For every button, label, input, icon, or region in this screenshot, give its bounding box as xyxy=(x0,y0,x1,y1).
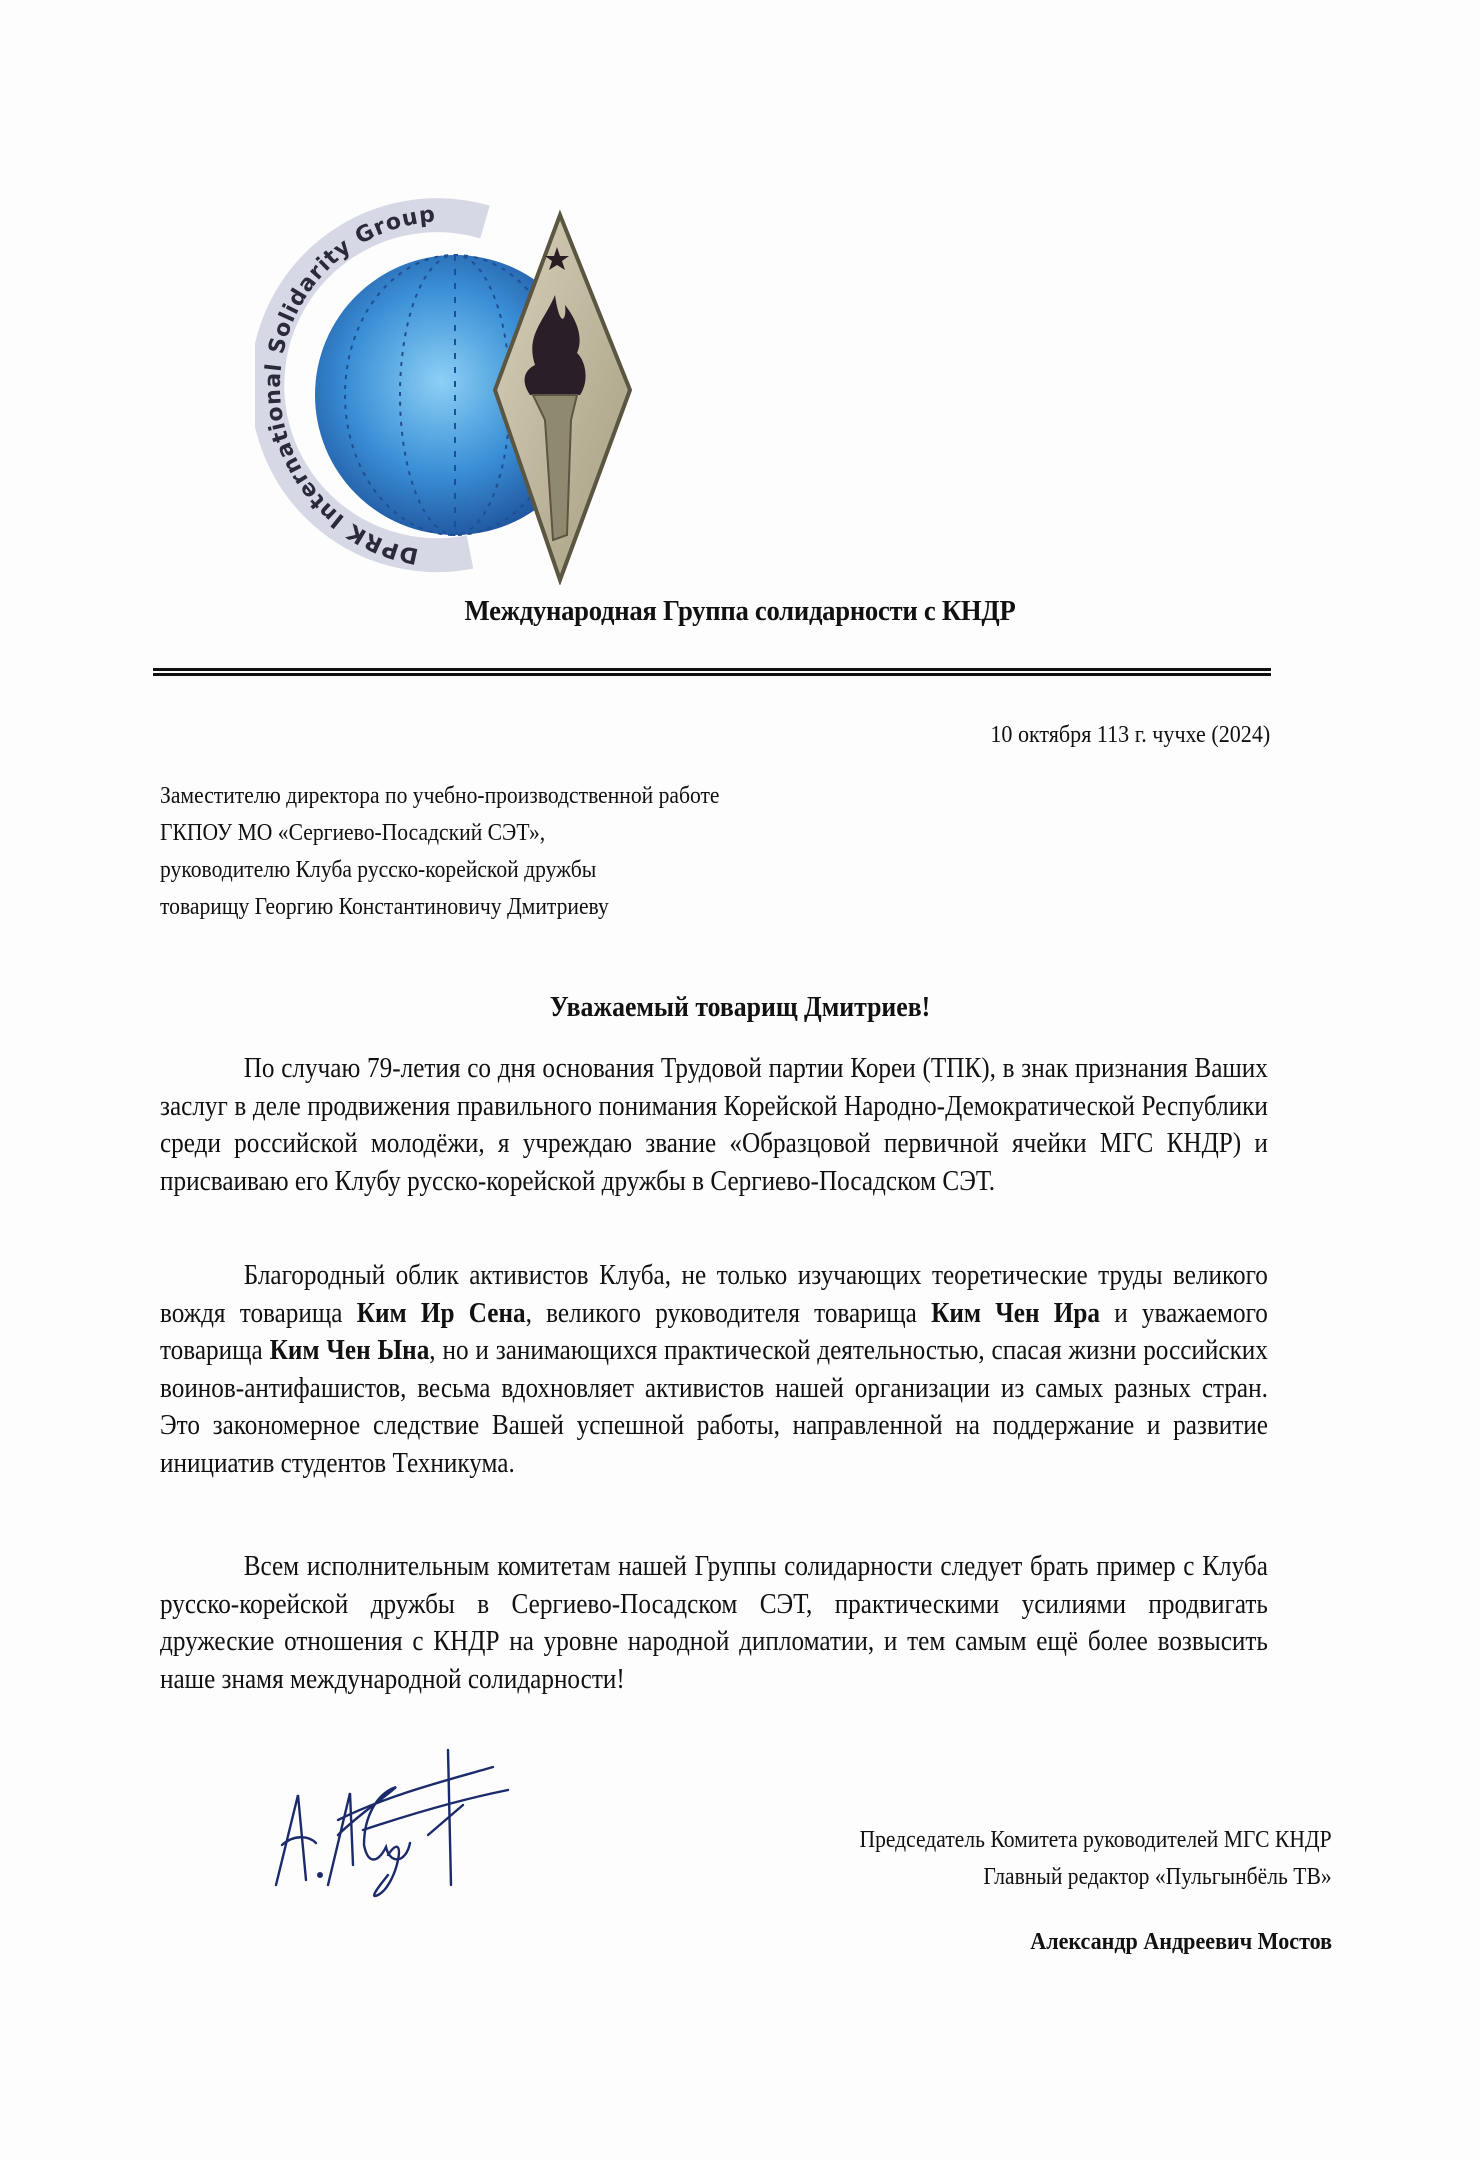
paragraph-text: и уважаемого товарища xyxy=(160,1297,1268,1366)
paragraph-text: , великого руководителя товарища xyxy=(525,1297,932,1329)
signer-title: Главный редактор «Пульгынбёль ТВ» xyxy=(983,1864,1332,1890)
logo-ring-text: DPRK International Solidarity Group xyxy=(260,202,438,569)
addressee-line: руководителю Клуба русско-корейской дружбы xyxy=(160,857,597,883)
leader-name: Ким Чен Ына xyxy=(269,1335,430,1366)
paragraph-2 xyxy=(160,1257,1268,1482)
handwritten-signature xyxy=(268,1735,608,1915)
paragraph-3 xyxy=(160,1548,1268,1698)
leader-name: Ким Ир Сена xyxy=(356,1297,526,1329)
signer-name: Александр Андреевич Мостов xyxy=(1030,1929,1332,1955)
paragraph-text: Всем исполнительным комитетам нашей Группы солидарности следует брать пример с Клуба русско-корейской дружбы в Сергиево-Посадском СЭТ, практическими усилиями продвигать дружеские отношения с КНДР на уровне народной дипломатии, и тем самым ещё более возвысить наше знамя международной солидарности! xyxy=(160,1551,1268,1695)
addressee-block xyxy=(160,778,720,926)
paragraph-text: , но и занимающихся практической деятельностью, спасая жизни российских воинов-антифашистов, весьма вдохновляет активистов нашей организации из самых разных стран. Это закономерное следствие Вашей успешной работы, направленной на поддержание и развитие инициатив студентов Техникума. xyxy=(160,1335,1268,1479)
signer-title: Председатель Комитета руководителей МГС КНДР xyxy=(859,1827,1332,1853)
paragraph-text: По случаю 79-летия со дня основания Трудовой партии Кореи (ТПК), в знак признания Ваших заслуг в деле продвижения правильного понимания Корейской Народно-Демократической Республики среди российской молодёжи, я учреждаю звание «Образцовой первичной ячейки МГС КНДР) и присваиваю его Клубу русско-корейской дружбы в Сергиево-Посадском СЭТ. xyxy=(160,1053,1268,1197)
paragraph-text: Благородный облик активистов Клуба, не только изучающих теоретические труды великого вождя товарища xyxy=(160,1260,1268,1329)
organization-logo xyxy=(255,195,635,585)
addressee-line: ГКПОУ МО «Сергиево-Посадский СЭТ», xyxy=(160,820,546,846)
addressee-line: товарищу Георгию Константиновичу Дмитриеву xyxy=(160,894,609,920)
organization-title: Международная Группа солидарности с КНДР xyxy=(464,595,1016,627)
header-divider xyxy=(153,668,1271,676)
letter-date: 10 октября 113 г. чучхе (2024) xyxy=(990,722,1270,748)
signer-titles xyxy=(860,1822,1332,1896)
leader-name: Ким Чен Ира xyxy=(931,1297,1100,1329)
salutation: Уважаемый товарищ Дмитриев! xyxy=(549,992,931,1023)
addressee-line: Заместителю директора по учебно-производственной работе xyxy=(160,783,720,809)
paragraph-1 xyxy=(160,1050,1268,1200)
